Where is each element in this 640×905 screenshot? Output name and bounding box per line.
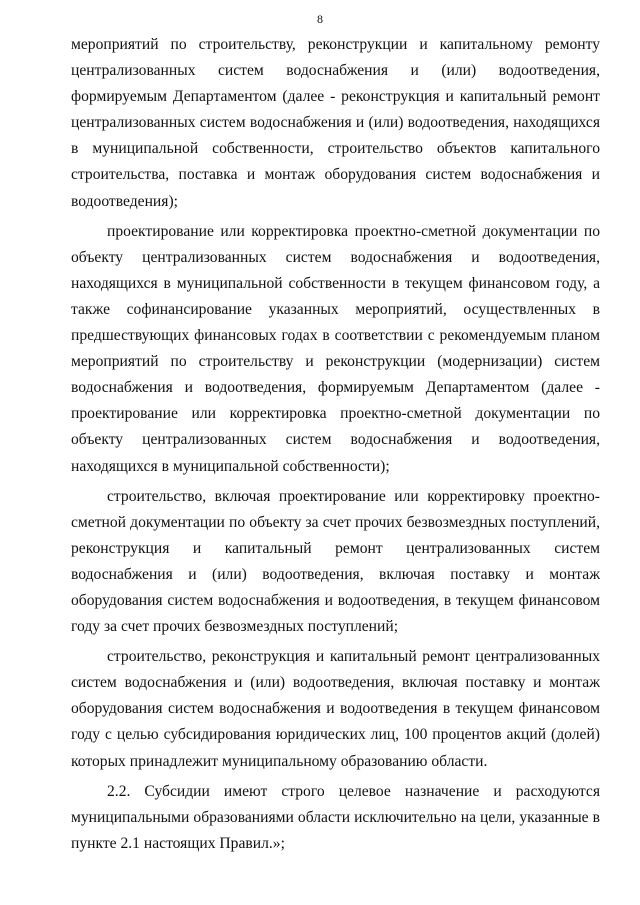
page-number: 8 xyxy=(317,12,323,26)
paragraph-clause-2-2: 2.2. Субсидии имеют строго целевое назначение и расходуются муниципальными образованиями области исключительно на цели, указанные в пункте 2.1 настоящих Правил.»; xyxy=(71,782,600,852)
paragraph-construction-gratuitous: строительство, включая проектирование или корректировку проектно-сметной документации по объекту за счет прочих безвозмездных поступлений, реконструкция и капитальный ремонт централизованных систем водоснабжения и (или) водоотведения, включая поставку и монтаж оборудования систем водоснабжения и водоотведения, в текущем финансовом году за счет прочих безвозмездных поступлений; xyxy=(71,487,600,636)
paragraph-continuation: мероприятий по строительству, реконструкции и капитальному ремонту централизованных систем водоснабжения и (или) водоотведения, формируемым Департаментом (далее - реконструкция и капитальный ремонт централизованных систем водоснабжения и (или) водоотведения, находящихся в муниципальной собственности, строительство объектов капитального строительства, поставка и монтаж оборудования систем водоснабжения и водоотведения); xyxy=(71,36,600,210)
document-body xyxy=(71,32,600,861)
paragraph-design-documentation: проектирование или корректировка проектно-сметной документации по объекту централизованных систем водоснабжения и водоотведения, находящихся в муниципальной собственности в текущем финансовом году, а также софинансирование указанных мероприятий, осуществленных в предшествующих финансовых годах в соответствии с рекомендуемым планом мероприятий по строительству и реконструкции (модернизации) систем водоснабжения и водоотведения, формируемым Департаментом (далее - проектирование или корректировка проектно-сметной документации по объекту централизованных систем водоснабжения и водоотведения, находящихся в муниципальной собственности); xyxy=(71,222,600,475)
paragraph-construction-subsidizing: строительство, реконструкция и капитальный ремонт централизованных систем водоснабжения и (или) водоотведения, включая поставку и монтаж оборудования систем водоснабжения и водоотведения в текущем финансовом году с целью субсидирования юридических лиц, 100 процентов акций (долей) которых принадлежит муниципальному образованию области. xyxy=(71,648,600,770)
